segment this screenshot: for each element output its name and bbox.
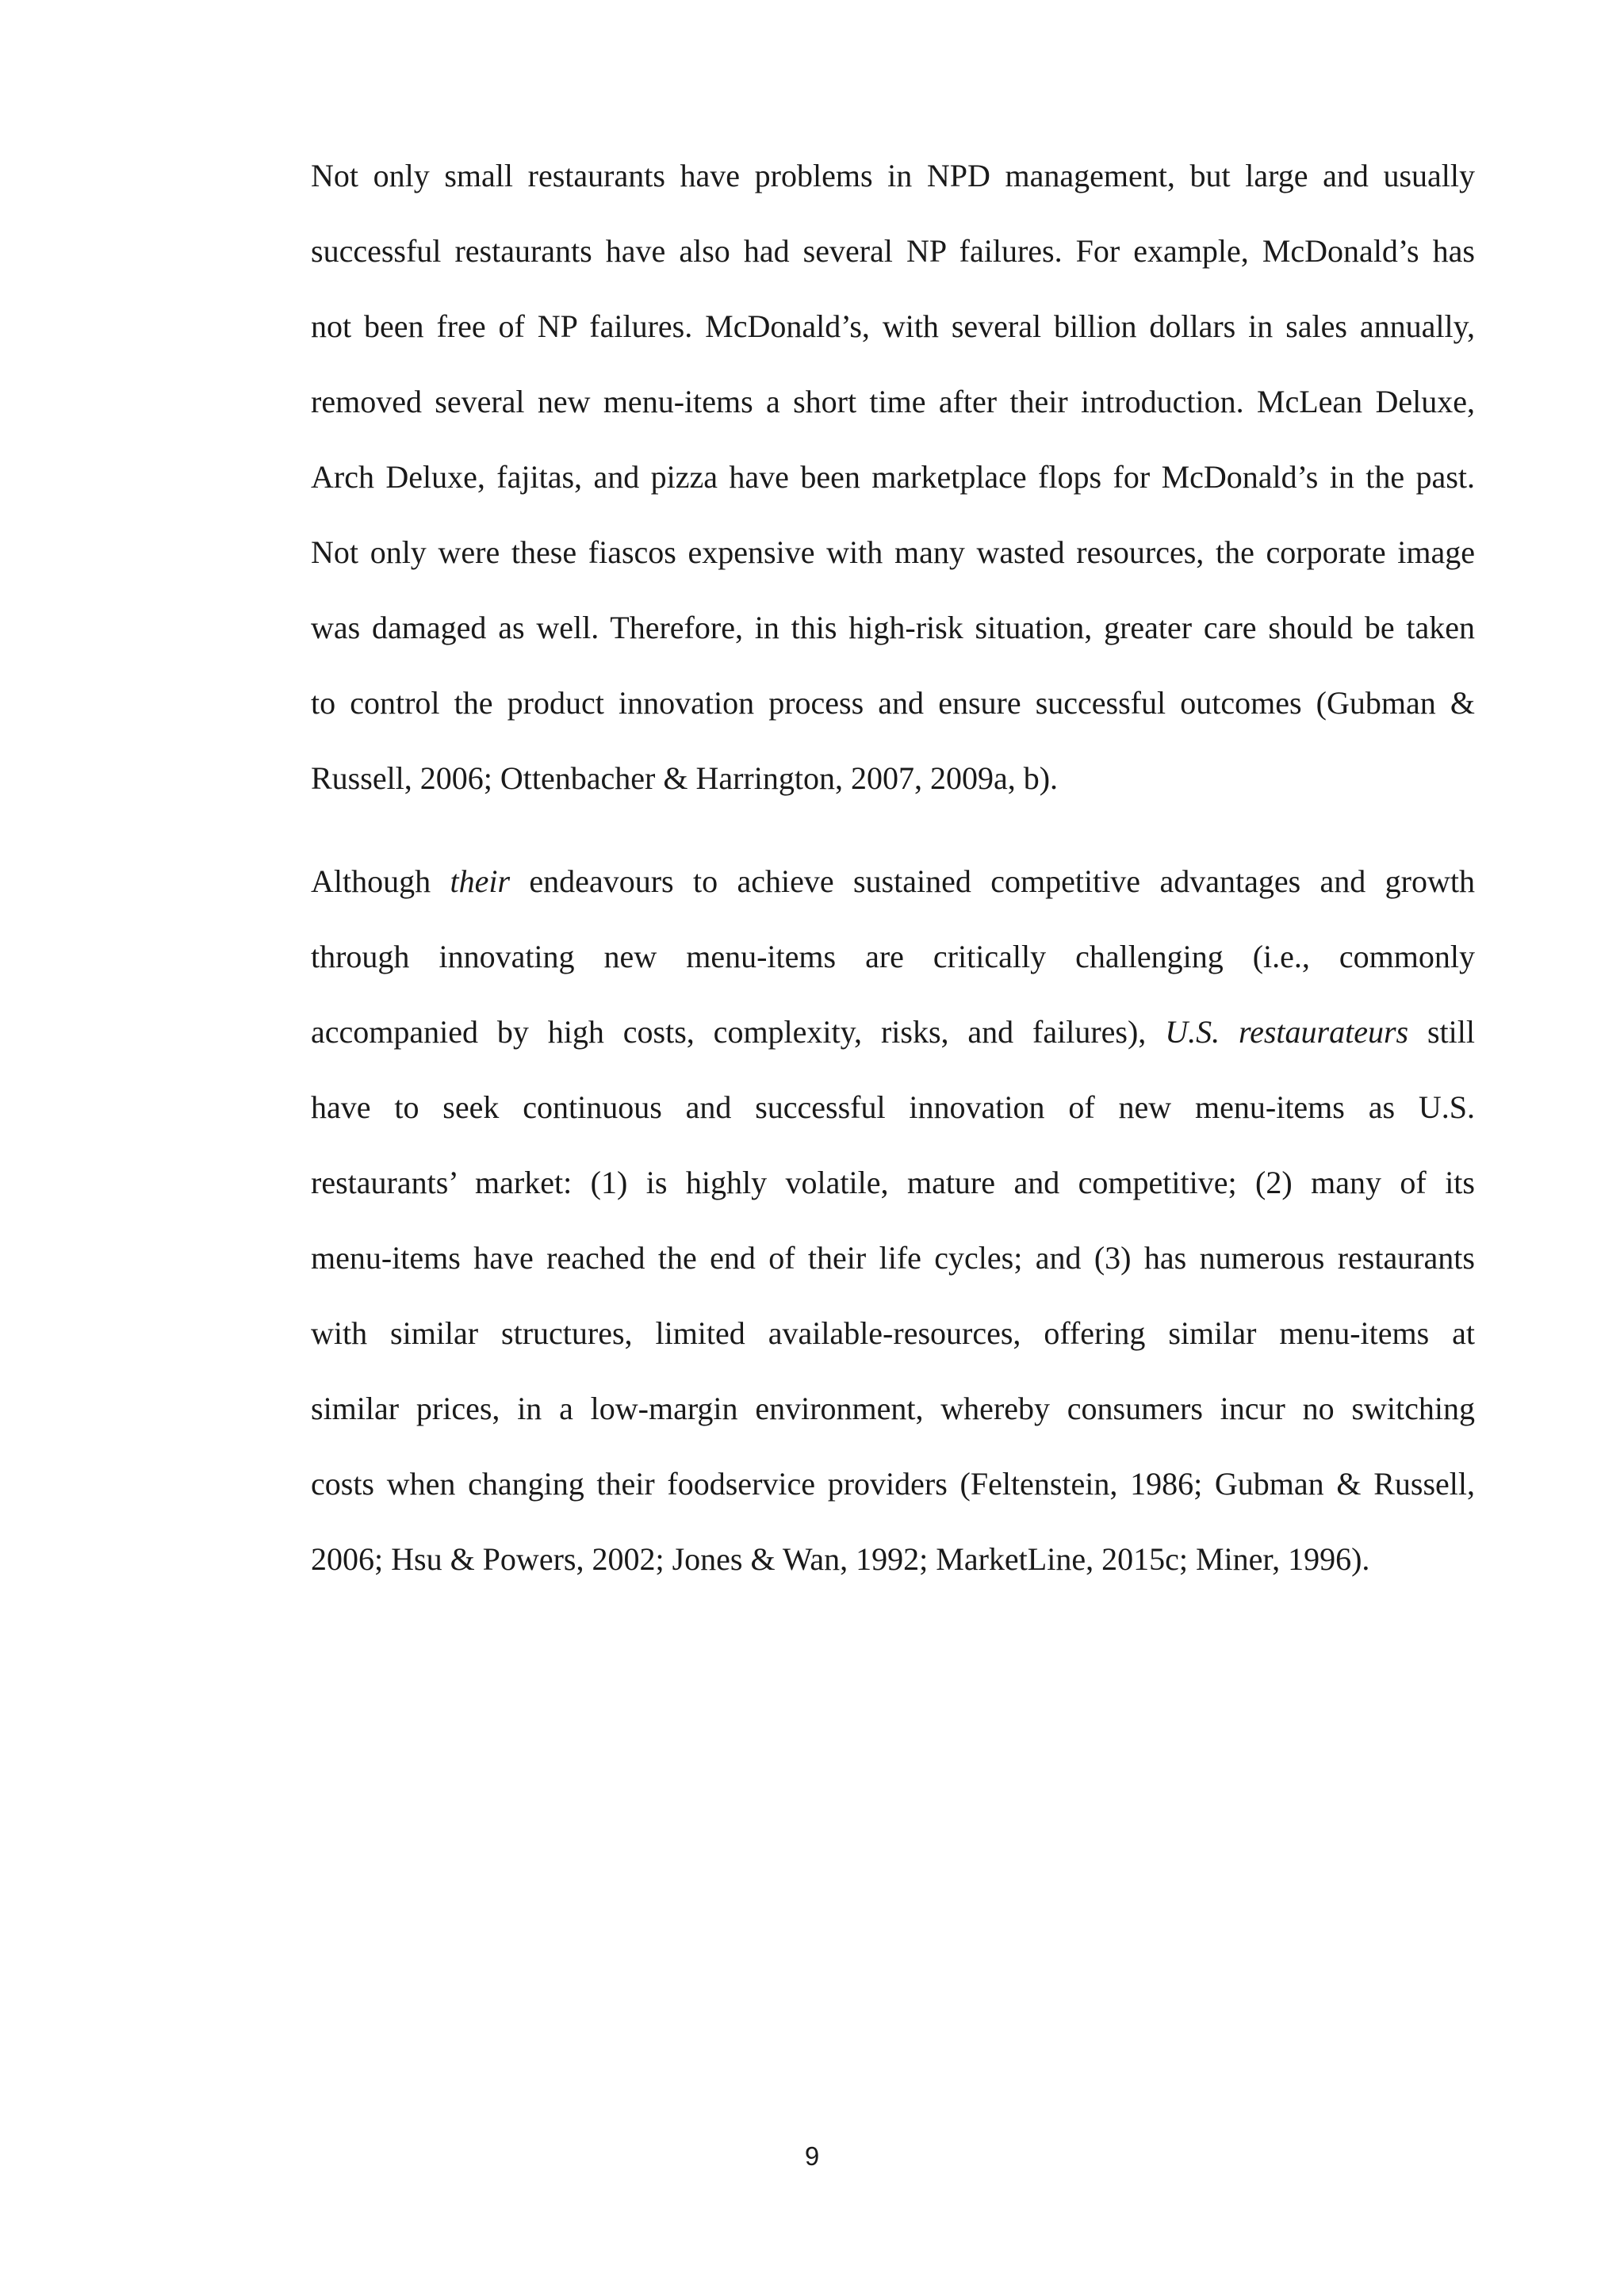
paragraph-2-italic-us-restaurateurs: U.S. restaurateurs [1165,1014,1409,1050]
paragraph-2-italic-their: their [450,863,511,899]
paragraph-1-line-2: successful restaurants have also had several NP failures. For example, McDonald’s has [311,233,1475,269]
paragraph-1-line-6: Not only were these fiascos expensive with many wasted resources, the corporate image [311,534,1475,570]
paragraph-1-line-7: was damaged as well. Therefore, in this high-risk situation, greater care should be taken [311,610,1475,645]
paragraph-1-line-4: removed several new menu-items a short time after their introduction. McLean Deluxe, [311,384,1475,419]
paragraph-2-line-4: have to seek continuous and successful innovation of new menu-items as U.S. [311,1089,1475,1125]
paragraph-2-line-3 [311,1008,1475,1056]
paragraph-1-line-1: Not only small restaurants have problems in NPD management, but large and usually [311,158,1475,193]
paragraph-1-line-9: Russell, 2006; Ottenbacher & Harrington, 2007, 2009a, b). [311,760,1059,796]
paragraph-1-line-3: not been free of NP failures. McDonald’s, with several billion dollars in sales annually, [311,308,1475,344]
paragraph-2-line-3-after: still [1408,1014,1476,1050]
paragraph-1-line-5: Arch Deluxe, fajitas, and pizza have been marketplace flops for McDonald’s in the past. [311,459,1475,495]
page-number: 9 [804,2141,820,2171]
paragraph-2-line-1-after: endeavours to achieve sustained competitive advantages and growth [510,863,1475,899]
paragraph-2-line-5: restaurants’ market: (1) is highly volatile, mature and competitive; (2) many of its [311,1165,1475,1200]
paragraph-2-line-1 [311,858,1475,905]
paragraph-2-line-10: 2006; Hsu & Powers, 2002; Jones & Wan, 1992; MarketLine, 2015c; Miner, 1996). [311,1541,1370,1577]
paragraph-2-line-1-before: Although [311,863,450,899]
paragraph-2-line-6: menu-items have reached the end of their life cycles; and (3) has numerous restaurants [311,1240,1475,1276]
paragraph-2-line-7: with similar structures, limited available-resources, offering similar menu-items at [311,1315,1475,1351]
paragraph-2-line-8: similar prices, in a low-margin environment, whereby consumers incur no switching [311,1391,1475,1426]
paragraph-2-line-2: through innovating new menu-items are critically challenging (i.e., commonly [311,939,1475,974]
paragraph-1-line-8: to control the product innovation process and ensure successful outcomes (Gubman & [311,685,1475,721]
paragraph-2-line-9: costs when changing their foodservice providers (Feltenstein, 1986; Gubman & Russell, [311,1466,1475,1502]
paragraph-2-line-3-before: accompanied by high costs, complexity, risks, and failures), [311,1014,1166,1050]
